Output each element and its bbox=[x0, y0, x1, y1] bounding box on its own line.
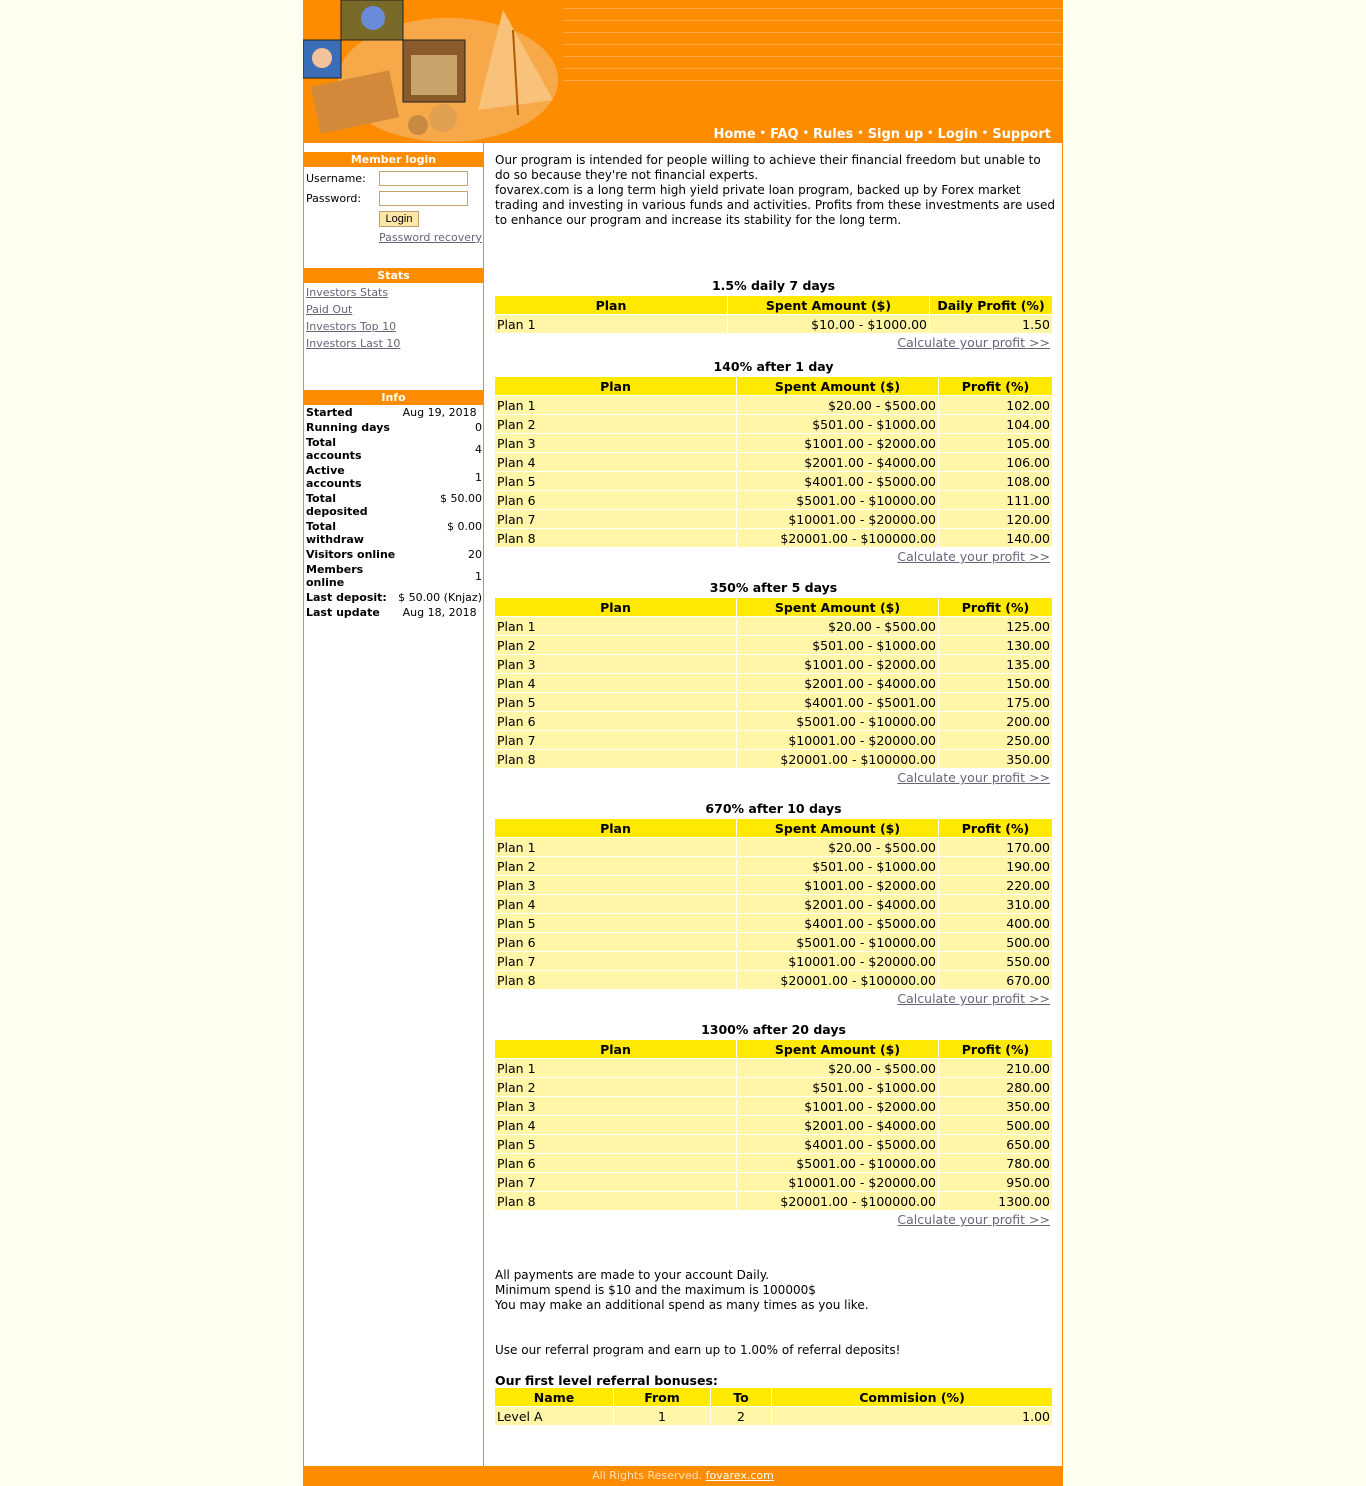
main-content bbox=[484, 143, 1063, 1466]
header-collage-image bbox=[303, 0, 563, 143]
plan-cell: $4001.00 - $5001.00 bbox=[737, 693, 938, 711]
info-value: 1 bbox=[475, 569, 482, 583]
plan-row bbox=[495, 453, 1052, 471]
payments-line: All payments are made to your account Daily. bbox=[495, 1268, 770, 1282]
info-table bbox=[305, 405, 483, 620]
referral-cell: 2 bbox=[711, 1407, 771, 1425]
plan-header: Spent Amount ($) bbox=[728, 296, 929, 314]
calc-profit-row bbox=[484, 990, 1063, 1011]
plan-row bbox=[495, 1116, 1052, 1134]
plan-cell: Plan 8 bbox=[495, 529, 736, 547]
plan-cell: 140.00 bbox=[939, 529, 1052, 547]
plan-cell: $20.00 - $500.00 bbox=[737, 838, 938, 856]
plan-cell: $20001.00 - $100000.00 bbox=[737, 750, 938, 768]
referral-header: From bbox=[614, 1388, 710, 1406]
plan-cell: Plan 4 bbox=[495, 895, 736, 913]
plan-cell: $501.00 - $1000.00 bbox=[737, 636, 938, 654]
plan-header-row bbox=[495, 377, 1052, 395]
plan-cell: Plan 3 bbox=[495, 876, 736, 894]
plan-cell: 670.00 bbox=[939, 971, 1052, 989]
intro-paragraph: fovarex.com is a long term high yield private loan program, backed up by Forex market trading and investing in various funds and activities. Profits from these investments are used to enhance our program and increase its stability for the long term. bbox=[495, 183, 1056, 227]
plan-cell: 105.00 bbox=[939, 434, 1052, 452]
plan-cell: 400.00 bbox=[939, 914, 1052, 932]
plan-header: Spent Amount ($) bbox=[737, 377, 938, 395]
info-value: 20 bbox=[468, 548, 482, 561]
plan-cell: Plan 4 bbox=[495, 453, 736, 471]
plan-cell: $20.00 - $500.00 bbox=[737, 396, 938, 414]
calculate-profit-link[interactable]: Calculate your profit >> bbox=[897, 770, 1050, 785]
plan-row bbox=[495, 933, 1052, 951]
plan-cell: Plan 2 bbox=[495, 1078, 736, 1096]
site-header bbox=[303, 0, 1063, 143]
plan-cell: 120.00 bbox=[939, 510, 1052, 528]
plan-cell: $4001.00 - $5000.00 bbox=[737, 472, 938, 490]
stats-title: Stats bbox=[304, 268, 483, 283]
nav-rules-link[interactable]: Rules bbox=[813, 127, 854, 142]
login-button[interactable]: Login bbox=[379, 211, 419, 227]
plan-cell: Plan 7 bbox=[495, 510, 736, 528]
info-value: $ 50.00 bbox=[440, 492, 482, 505]
plan-cell: $2001.00 - $4000.00 bbox=[737, 453, 938, 471]
plan-cell: 500.00 bbox=[939, 1116, 1052, 1134]
plan-cell: Plan 1 bbox=[495, 617, 736, 635]
plan-cell: Plan 1 bbox=[495, 1059, 736, 1077]
nav-separator: • bbox=[981, 128, 989, 139]
plan-title: 670% after 10 days bbox=[705, 801, 842, 816]
info-label: Running days bbox=[306, 421, 390, 434]
info-value: $ 50.00 (Knjaz) bbox=[398, 591, 482, 604]
plan-header: Plan bbox=[495, 1040, 736, 1058]
plan-cell: $10001.00 - $20000.00 bbox=[737, 731, 938, 749]
plan-cell: 350.00 bbox=[939, 1097, 1052, 1115]
plan-row bbox=[495, 731, 1052, 749]
plan-cell: Plan 4 bbox=[495, 674, 736, 692]
plan-cell: Plan 5 bbox=[495, 914, 736, 932]
plan-row bbox=[495, 712, 1052, 730]
plan-block bbox=[484, 1020, 1063, 1232]
payments-info bbox=[495, 1268, 1055, 1313]
nav-separator: • bbox=[802, 128, 809, 139]
plan-cell: 1.50 bbox=[930, 315, 1052, 333]
plan-cell: 125.00 bbox=[939, 617, 1052, 635]
plan-title: 1300% after 20 days bbox=[701, 1022, 846, 1037]
plan-cell: Plan 5 bbox=[495, 1135, 736, 1153]
calculate-profit-link[interactable]: Calculate your profit >> bbox=[897, 1212, 1050, 1227]
info-label: Total withdraw bbox=[306, 520, 364, 546]
paid-out-link[interactable]: Paid Out bbox=[306, 303, 353, 316]
calc-profit-row bbox=[484, 1211, 1063, 1232]
info-label: Total deposited bbox=[306, 492, 368, 518]
plan-row bbox=[495, 1059, 1052, 1077]
info-value: Aug 19, 2018 bbox=[402, 406, 477, 419]
plan-table bbox=[494, 295, 1053, 334]
plan-row bbox=[495, 472, 1052, 490]
plan-cell: 350.00 bbox=[939, 750, 1052, 768]
payments-line: Minimum spend is $10 and the maximum is 100000$ bbox=[495, 1283, 816, 1297]
plan-cell: 111.00 bbox=[939, 491, 1052, 509]
plan-cell: 310.00 bbox=[939, 895, 1052, 913]
username-label: Username: bbox=[306, 172, 366, 185]
info-row bbox=[305, 547, 483, 562]
referral-header-row bbox=[495, 1388, 1052, 1406]
plan-row bbox=[495, 315, 1052, 333]
plan-table bbox=[494, 376, 1053, 548]
info-row bbox=[305, 519, 483, 547]
plan-header-row bbox=[495, 296, 1052, 314]
nav-home-link[interactable]: Home bbox=[713, 127, 756, 142]
plan-row bbox=[495, 1097, 1052, 1115]
plan-row bbox=[495, 396, 1052, 414]
plan-block bbox=[484, 357, 1063, 569]
plan-row bbox=[495, 1135, 1052, 1153]
referral-bonus-title: Our first level referral bonuses: bbox=[495, 1373, 718, 1388]
plan-cell: 130.00 bbox=[939, 636, 1052, 654]
footer-link[interactable]: fovarex.com bbox=[705, 1469, 774, 1482]
plan-row bbox=[495, 1173, 1052, 1191]
plan-header: Plan bbox=[495, 296, 727, 314]
info-value: 4 bbox=[475, 442, 482, 456]
info-title: Info bbox=[304, 390, 483, 405]
investors-top10-link[interactable]: Investors Top 10 bbox=[306, 320, 397, 333]
plan-cell: Plan 2 bbox=[495, 636, 736, 654]
nav-separator: • bbox=[927, 128, 934, 139]
plan-cell: 175.00 bbox=[939, 693, 1052, 711]
plan-header: Plan bbox=[495, 377, 736, 395]
plan-cell: $1001.00 - $2000.00 bbox=[737, 876, 938, 894]
page-wrapper bbox=[303, 0, 1063, 1486]
plan-cell: Plan 1 bbox=[495, 315, 727, 333]
plan-header-row bbox=[495, 1040, 1052, 1058]
calc-profit-row bbox=[484, 334, 1063, 355]
footer-text: All Rights Reserved. bbox=[592, 1469, 703, 1482]
top-navigation bbox=[713, 127, 1051, 142]
plan-cell: Plan 7 bbox=[495, 1173, 736, 1191]
plan-cell: 950.00 bbox=[939, 1173, 1052, 1191]
plan-cell: $1001.00 - $2000.00 bbox=[737, 1097, 938, 1115]
password-recovery-link[interactable]: Password recovery bbox=[379, 231, 483, 244]
calc-profit-row bbox=[484, 548, 1063, 569]
plan-table bbox=[494, 1039, 1053, 1211]
plan-cell: 190.00 bbox=[939, 857, 1052, 875]
plan-block bbox=[484, 276, 1063, 355]
nav-faq-link[interactable]: FAQ bbox=[770, 127, 799, 142]
plan-cell: $10001.00 - $20000.00 bbox=[737, 952, 938, 970]
info-label: Started bbox=[306, 406, 353, 419]
plan-cell: $501.00 - $1000.00 bbox=[737, 857, 938, 875]
plan-cell: 250.00 bbox=[939, 731, 1052, 749]
plan-cell: 150.00 bbox=[939, 674, 1052, 692]
site-footer bbox=[303, 1466, 1063, 1486]
plan-row bbox=[495, 914, 1052, 932]
plan-cell: $2001.00 - $4000.00 bbox=[737, 895, 938, 913]
info-row bbox=[305, 405, 483, 420]
plan-row bbox=[495, 895, 1052, 913]
referral-text: Use our referral program and earn up to 1.00% of referral deposits! bbox=[495, 1343, 901, 1357]
plan-cell: 135.00 bbox=[939, 655, 1052, 673]
plan-header: Profit (%) bbox=[939, 377, 1052, 395]
plan-row bbox=[495, 636, 1052, 654]
plan-cell: $5001.00 - $10000.00 bbox=[737, 933, 938, 951]
plan-cell: 1300.00 bbox=[939, 1192, 1052, 1210]
referral-header: Name bbox=[495, 1388, 613, 1406]
plan-row bbox=[495, 529, 1052, 547]
plan-title: 140% after 1 day bbox=[713, 359, 834, 374]
plan-header-row bbox=[495, 819, 1052, 837]
info-row bbox=[305, 463, 483, 491]
plan-row bbox=[495, 838, 1052, 856]
intro-text bbox=[495, 153, 1055, 228]
referral-table bbox=[494, 1387, 1053, 1426]
plan-cell: Plan 6 bbox=[495, 491, 736, 509]
referral-cell: Level A bbox=[495, 1407, 613, 1425]
plan-cell: Plan 8 bbox=[495, 1192, 736, 1210]
info-value: Aug 18, 2018 bbox=[402, 606, 477, 619]
plan-cell: $1001.00 - $2000.00 bbox=[737, 655, 938, 673]
plan-cell: 220.00 bbox=[939, 876, 1052, 894]
plan-cell: $20.00 - $500.00 bbox=[737, 1059, 938, 1077]
password-input[interactable] bbox=[379, 191, 468, 206]
plan-cell: $2001.00 - $4000.00 bbox=[737, 1116, 938, 1134]
plan-header: Profit (%) bbox=[939, 819, 1052, 837]
calculate-profit-link[interactable]: Calculate your profit >> bbox=[897, 991, 1050, 1006]
nav-separator: • bbox=[857, 128, 864, 139]
info-value: 1 bbox=[475, 470, 482, 484]
plan-table bbox=[494, 818, 1053, 990]
plan-block bbox=[484, 578, 1063, 790]
referral-header: To bbox=[711, 1388, 771, 1406]
password-label: Password: bbox=[306, 192, 362, 205]
plan-header: Spent Amount ($) bbox=[737, 598, 938, 616]
info-label: Last update bbox=[306, 606, 380, 619]
plan-cell: $10001.00 - $20000.00 bbox=[737, 1173, 938, 1191]
info-label: Visitors online bbox=[306, 548, 396, 561]
info-row bbox=[305, 420, 483, 435]
plan-header: Daily Profit (%) bbox=[930, 296, 1052, 314]
info-row bbox=[305, 562, 483, 590]
plan-cell: $5001.00 - $10000.00 bbox=[737, 1154, 938, 1172]
referral-row bbox=[495, 1407, 1052, 1425]
info-value: $ 0.00 bbox=[447, 520, 482, 533]
plan-cell: Plan 1 bbox=[495, 838, 736, 856]
plan-cell: $10.00 - $1000.00 bbox=[728, 315, 929, 333]
plan-row bbox=[495, 750, 1052, 768]
plan-cell: $5001.00 - $10000.00 bbox=[737, 491, 938, 509]
left-sidebar bbox=[303, 143, 484, 1466]
plan-cell: Plan 5 bbox=[495, 472, 736, 490]
nav-support-link[interactable]: Support bbox=[992, 127, 1051, 142]
plan-cell: $4001.00 - $5000.00 bbox=[737, 1135, 938, 1153]
plan-row bbox=[495, 510, 1052, 528]
plan-row bbox=[495, 655, 1052, 673]
stats-links bbox=[304, 283, 483, 350]
intro-paragraph: Our program is intended for people willing to achieve their financial freedom but unable to do so because they're not financial experts. bbox=[495, 153, 1041, 182]
calculate-profit-link[interactable]: Calculate your profit >> bbox=[897, 549, 1050, 564]
plan-cell: $2001.00 - $4000.00 bbox=[737, 674, 938, 692]
plan-header: Profit (%) bbox=[939, 598, 1052, 616]
info-value: 0 bbox=[475, 421, 482, 434]
plan-cell: Plan 8 bbox=[495, 971, 736, 989]
plan-cell: Plan 3 bbox=[495, 1097, 736, 1115]
plan-cell: 106.00 bbox=[939, 453, 1052, 471]
referral-cell: 1.00 bbox=[772, 1407, 1052, 1425]
plan-cell: 650.00 bbox=[939, 1135, 1052, 1153]
plan-cell: 200.00 bbox=[939, 712, 1052, 730]
info-label: Total accounts bbox=[306, 436, 362, 462]
plan-row bbox=[495, 857, 1052, 875]
investors-last10-link[interactable]: Investors Last 10 bbox=[306, 337, 401, 350]
plan-header: Profit (%) bbox=[939, 1040, 1052, 1058]
calculate-profit-link[interactable]: Calculate your profit >> bbox=[897, 335, 1050, 350]
nav-separator: • bbox=[759, 128, 767, 139]
plan-row bbox=[495, 415, 1052, 433]
plan-cell: Plan 1 bbox=[495, 396, 736, 414]
username-input[interactable] bbox=[379, 171, 468, 186]
plan-cell: Plan 7 bbox=[495, 731, 736, 749]
plan-cell: $20001.00 - $100000.00 bbox=[737, 529, 938, 547]
info-label: Active accounts bbox=[306, 464, 362, 490]
plan-header: Plan bbox=[495, 598, 736, 616]
info-row bbox=[305, 491, 483, 519]
referral-cell: 1 bbox=[614, 1407, 710, 1425]
plan-cell: Plan 3 bbox=[495, 655, 736, 673]
plan-cell: 108.00 bbox=[939, 472, 1052, 490]
plan-cell: 280.00 bbox=[939, 1078, 1052, 1096]
plan-title: 1.5% daily 7 days bbox=[711, 278, 836, 293]
info-label: Last deposit: bbox=[306, 591, 387, 604]
plan-table bbox=[494, 597, 1053, 769]
plan-cell: $501.00 - $1000.00 bbox=[737, 1078, 938, 1096]
plan-row bbox=[495, 1192, 1052, 1210]
plan-header: Spent Amount ($) bbox=[737, 819, 938, 837]
plan-cell: Plan 7 bbox=[495, 952, 736, 970]
plan-row bbox=[495, 434, 1052, 452]
plan-cell: Plan 3 bbox=[495, 434, 736, 452]
plan-cell: $10001.00 - $20000.00 bbox=[737, 510, 938, 528]
plan-cell: Plan 2 bbox=[495, 415, 736, 433]
plan-cell: 170.00 bbox=[939, 838, 1052, 856]
nav-signup-link[interactable]: Sign up bbox=[867, 127, 924, 142]
investors-stats-link[interactable]: Investors Stats bbox=[306, 286, 389, 299]
plan-header-row bbox=[495, 598, 1052, 616]
plan-cell: $4001.00 - $5000.00 bbox=[737, 914, 938, 932]
plan-row bbox=[495, 1078, 1052, 1096]
referral-header: Commision (%) bbox=[772, 1388, 1052, 1406]
plan-cell: 104.00 bbox=[939, 415, 1052, 433]
info-row bbox=[305, 590, 483, 605]
stats-box bbox=[304, 268, 483, 354]
plan-header: Spent Amount ($) bbox=[737, 1040, 938, 1058]
plan-row bbox=[495, 674, 1052, 692]
plan-cell: $20.00 - $500.00 bbox=[737, 617, 938, 635]
info-row bbox=[305, 605, 483, 620]
plan-cell: $20001.00 - $100000.00 bbox=[737, 1192, 938, 1210]
info-row bbox=[305, 435, 483, 463]
calc-profit-row bbox=[484, 769, 1063, 790]
member-login-title: Member login bbox=[304, 152, 483, 167]
info-label: Members online bbox=[306, 563, 364, 589]
plan-cell: Plan 6 bbox=[495, 712, 736, 730]
plan-cell: 550.00 bbox=[939, 952, 1052, 970]
plan-row bbox=[495, 617, 1052, 635]
plan-cell: 500.00 bbox=[939, 933, 1052, 951]
plan-cell: Plan 6 bbox=[495, 1154, 736, 1172]
member-login-box bbox=[304, 152, 483, 257]
plan-row bbox=[495, 952, 1052, 970]
plan-cell: Plan 4 bbox=[495, 1116, 736, 1134]
plan-cell: Plan 5 bbox=[495, 693, 736, 711]
payments-line: You may make an additional spend as many times as you like. bbox=[495, 1298, 869, 1312]
plan-row bbox=[495, 876, 1052, 894]
info-box bbox=[304, 390, 483, 620]
plan-row bbox=[495, 491, 1052, 509]
plan-cell: 780.00 bbox=[939, 1154, 1052, 1172]
plan-cell: Plan 8 bbox=[495, 750, 736, 768]
nav-login-link[interactable]: Login bbox=[937, 127, 978, 142]
plan-row bbox=[495, 693, 1052, 711]
plan-row bbox=[495, 1154, 1052, 1172]
plan-block bbox=[484, 799, 1063, 1011]
plan-cell: Plan 2 bbox=[495, 857, 736, 875]
plan-cell: Plan 6 bbox=[495, 933, 736, 951]
plan-cell: $20001.00 - $100000.00 bbox=[737, 971, 938, 989]
plan-cell: 210.00 bbox=[939, 1059, 1052, 1077]
plan-row bbox=[495, 971, 1052, 989]
plan-title: 350% after 5 days bbox=[709, 580, 838, 595]
plan-header: Plan bbox=[495, 819, 736, 837]
plan-cell: $5001.00 - $10000.00 bbox=[737, 712, 938, 730]
plan-cell: $501.00 - $1000.00 bbox=[737, 415, 938, 433]
plan-cell: 102.00 bbox=[939, 396, 1052, 414]
plan-cell: $1001.00 - $2000.00 bbox=[737, 434, 938, 452]
